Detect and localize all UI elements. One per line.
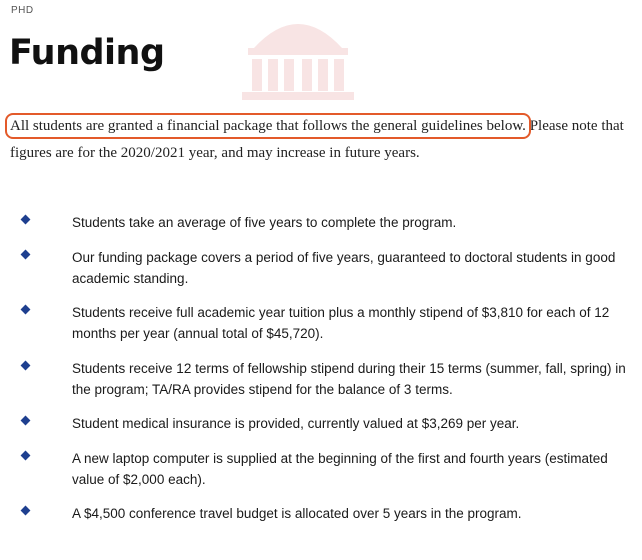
diamond-bullet-icon [21, 215, 31, 225]
dome-watermark-icon [228, 4, 368, 104]
diamond-bullet-icon [21, 416, 31, 426]
funding-bullet-list [0, 212, 642, 538]
diamond-bullet-icon [21, 360, 31, 370]
list-item-text: Student medical insurance is provided, currently valued at $3,269 per year. [72, 416, 520, 431]
list-item [0, 413, 642, 434]
list-item [0, 358, 642, 400]
list-item [0, 503, 642, 524]
page-title: Funding [9, 33, 165, 73]
list-item-text: Students receive 12 terms of fellowship stipend during their 15 terms (summer, fall, spring) in the program; TA/RA provides stipend for the balance of 3 terms. [72, 360, 626, 397]
diamond-bullet-icon [21, 305, 31, 315]
list-item [0, 247, 642, 289]
list-item-text: A new laptop computer is supplied at the beginning of the first and fourth years (estimated value of $2,000 each). [72, 450, 608, 487]
diamond-bullet-icon [21, 506, 31, 516]
program-eyebrow: PHD [11, 5, 34, 16]
list-item-text: Students take an average of five years to complete the program. [72, 215, 457, 230]
list-item-text: A $4,500 conference travel budget is allocated over 5 years in the program. [72, 506, 522, 521]
diamond-bullet-icon [21, 450, 31, 460]
list-item-text: Students receive full academic year tuition plus a monthly stipend of $3,810 for each of 12 months per year (annual total of $45,720). [72, 305, 610, 341]
intro-paragraph [10, 113, 635, 167]
diamond-bullet-icon [21, 249, 31, 259]
highlighted-sentence: All students are granted a financial package that follows the general guidelines below. [10, 118, 526, 134]
list-item [0, 212, 642, 233]
list-item [0, 302, 642, 344]
list-item [0, 448, 642, 490]
list-item-text: Our funding package covers a period of five years, guaranteed to doctoral students in good academic standing. [72, 249, 616, 286]
intro-note: Please note that figures are for the 2020/2021 year, and may increase in future years. [10, 118, 624, 161]
